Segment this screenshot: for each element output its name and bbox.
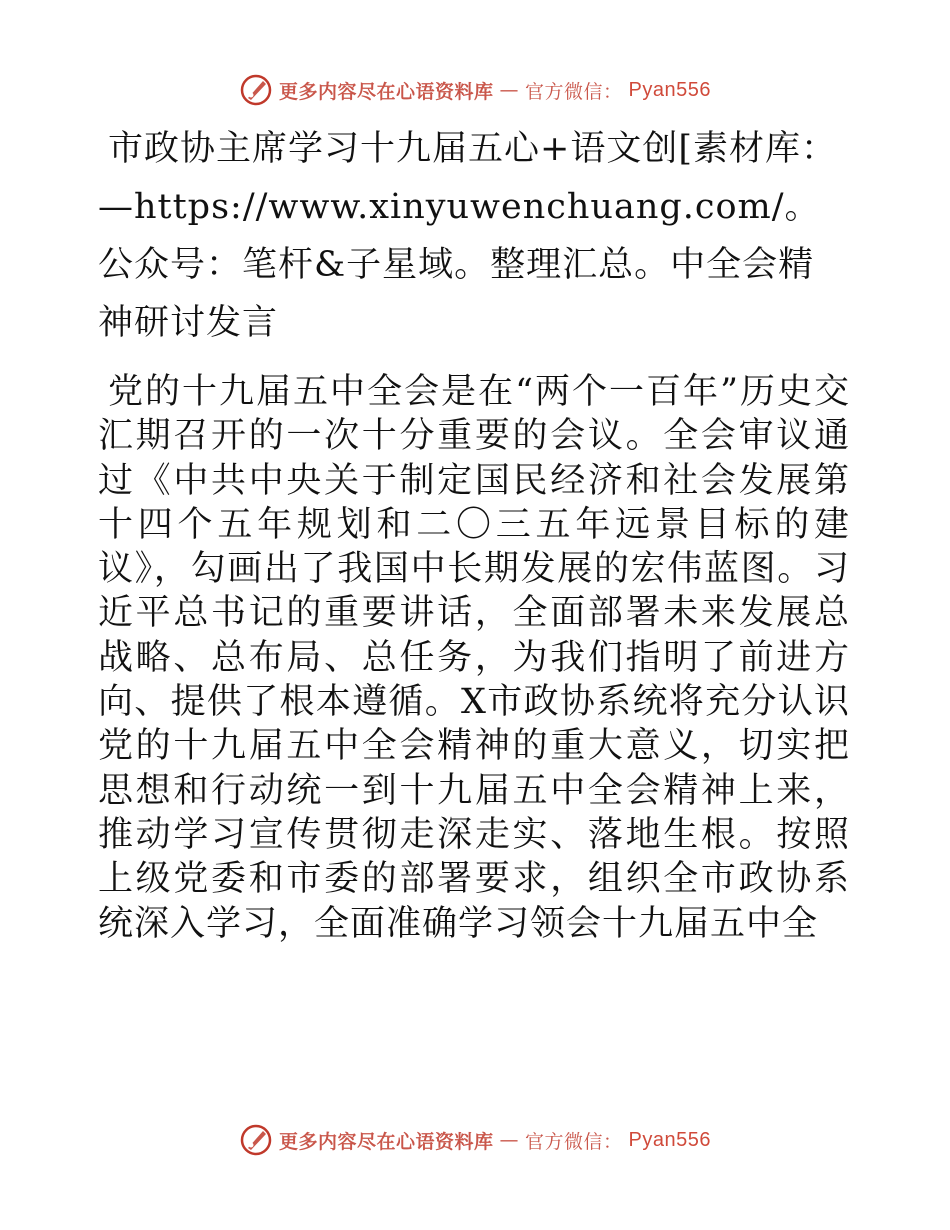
watermark-wechat-label: 官方微信： — [525, 1130, 623, 1153]
watermark-wechat-id: Pyan556 — [628, 1128, 711, 1151]
document-body — [98, 120, 850, 946]
watermark-header — [0, 70, 950, 110]
watermark-footer — [0, 1120, 950, 1160]
watermark-wechat-id: Pyan556 — [628, 78, 711, 101]
watermark-wechat-label: 官方微信： — [525, 80, 623, 103]
document-title: 市政协主席学习十九届五心+语文创[素材库：—https://www.xinyuwenchuang.com/。公众号：笔杆&子星域。整理汇总。中全会精神研讨发言 — [98, 129, 837, 343]
watermark-separator: — — [499, 1129, 520, 1151]
body-paragraph: 党的十九届五中全会是在“两个一百年”历史交汇期召开的一次十分重要的会议。全会审议通过《中共中央关于制定国民经济和社会发展第十四个五年规划和二〇三五年远景目标的建议》，勾画出了我国中长期发展的宏伟蓝图。习近平总书记的重要讲话，全面部署未来发展总战略、总布局、总任务，为我们指明了前进方向、提供了根本遵循。X市政协系统将充分认识党的十九届五中全会精神的重大意义，切实把思想和行动统一到十九届五中全会精神上来，推动学习宣传贯彻走深走实、落地生根。按照上级党委和市委的部署要求，组织全市政协系统深入学习，全面准确学习领会十九届五中全 — [98, 372, 850, 944]
watermark-text: 更多内容尽在心语资料库 — [279, 1130, 494, 1153]
quill-logo-icon — [239, 1123, 273, 1157]
watermark-text: 更多内容尽在心语资料库 — [279, 80, 494, 103]
quill-logo-icon — [239, 73, 273, 107]
watermark-separator: — — [499, 79, 520, 101]
